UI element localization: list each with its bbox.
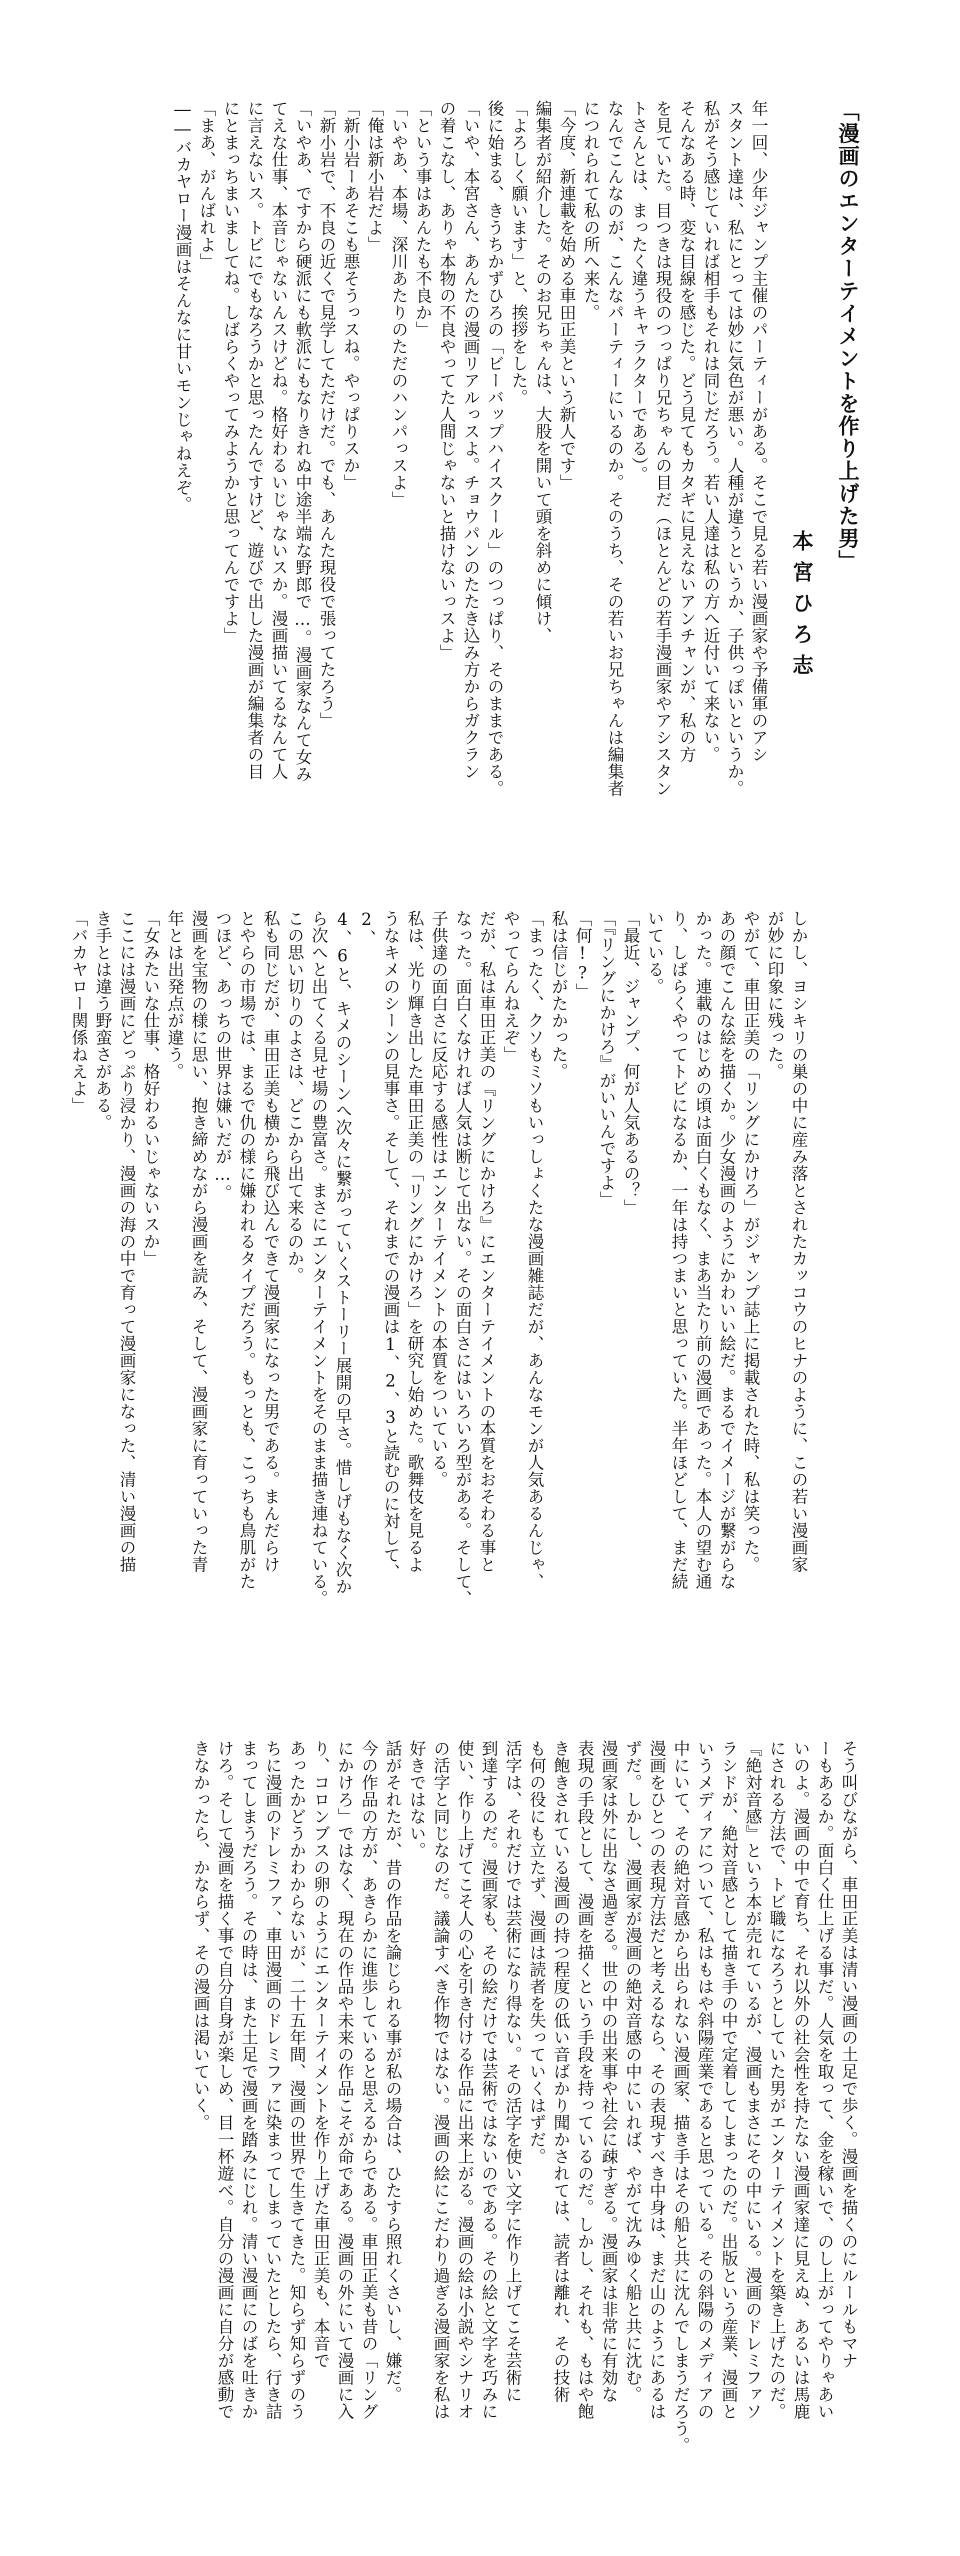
text-column: にされる方法で、トビ職になろうとしていた男がエンターテイメントを築き上げたのだ。 <box>767 1740 786 2420</box>
text-column: 後に始まる、きうちかずひろの「ビーバップハイスクール」のつっぱり、そのままである。 <box>485 100 504 797</box>
text-column: 「今度、新連載を始める車田正美という新人です」 <box>557 100 576 491</box>
text-column: に言えないス。トビにでもなろうかと思ったんですけど、遊びで出した漫画が編集者の目 <box>245 100 264 780</box>
text-column: なった。面白くなければ人気は断じて出ない。その面白さにはいろいろ型がある。そして、 <box>453 910 472 1607</box>
text-column: あの顔でこんな絵を描くか。少女漫画のようにかわいい絵だ。まるでイメージが繋がらな <box>717 910 736 1590</box>
text-column: きなかったら、かならず、その漫画は渇いていく。 <box>191 1740 210 2131</box>
text-column: そう叫びながら、車田正美は清い漫画の土足で歩く。漫画を描くのにルールもマナ <box>839 1740 858 2369</box>
text-column: 「『リングにかけろ』がいいんですよ」 <box>597 910 616 1208</box>
text-column: なんでこんなのが、こんなパーティーにいるのか。そのうち、その若いお兄ちゃんは編集者 <box>605 100 624 797</box>
text-column: けろ。そして漫画を描く事で自分自身が楽しめ、目一杯遊べ。自分の漫画に自分が感動で <box>215 1740 234 2420</box>
text-column: いのよ。漫画の中で育ち、それ以外の社会性を持たない漫画家達に見えぬ、あるいは馬鹿 <box>791 1740 810 2420</box>
text-column: 「まあ、がんばれよ」 <box>197 100 216 270</box>
text-column: も何の役にも立たず、漫画は読者を失っていくはずだ。 <box>527 1740 546 2165</box>
text-column: の着こなし、ありゃ本物の不良やってた人間じゃないと描けないっスよ」 <box>437 100 456 661</box>
text-column: 編集者が紹介した。そのお兄ちゃんは、大股を開いて頭を斜めに傾け、 <box>533 100 552 644</box>
article-title: 「漫画のエンターテイメントを作り上げた男」 <box>836 100 861 573</box>
text-column: 「新小岩ーあそこも悪そうっスね。やっぱりスか」 <box>341 100 360 491</box>
text-column: 「いやあ、ですから硬派にも軟派にもなりきれぬ中途半端な野郎で…。漫画家なんて女み <box>293 100 312 783</box>
text-column: かった。連載のはじめの頃は面白くもなく、まあ当たり前の漫画であった。本人の望む通 <box>693 910 712 1590</box>
text-column: しかし、ヨシキリの巣の中に産み落とされたカッコウのヒナのように、この若い漫画家 <box>789 910 808 1573</box>
text-column: 「いや、本宮さん、あんたの漫画リアルっスよ。チョウパンのたたき込み方からガクラン <box>461 100 480 780</box>
text-column: 「女みたいな仕事、格好わるいじゃないスか」 <box>141 910 160 1267</box>
text-column: にとまっちまいましてね。しばらくやってみようかと思ってんですよ」 <box>221 100 240 644</box>
text-column: 「新小岩で、不良の近くで見学してただけだ。でも、あんた現役で張ってたろう」 <box>317 100 336 729</box>
text-column: いうメディアについて、私はもはや斜陽産業であると思っている。その斜陽のメディアの <box>695 1740 714 2420</box>
text-column: 『絶対音感』という本が売れているが、漫画もまさにその中にいる。漫画のドレミファソ <box>743 1740 762 2420</box>
text-column: 漫画をひとつの表現方法だと考えるなら、その表現すべき中身は、まだ山のようにあるは <box>647 1740 666 2420</box>
text-column: ――バカヤロー漫画はそんなに甘いモンじゃねえぞ。 <box>173 100 192 513</box>
text-column: そんなある時、変な目線を感じた。どう見てもカタギに見えないアンチャンが、私の方 <box>677 100 696 763</box>
text-column: り、コロンブスの卵のようにエンターテイメントを作り上げた車田正美も、本音で <box>311 1740 330 2369</box>
text-column: を見ていた。目つきは現役のつっぱり兄ちゃんの目だ（ほとんどの若手漫画家やアシスタン <box>653 100 672 797</box>
text-column: 年とは出発点が違う。 <box>165 910 184 1080</box>
text-column: だが、私は車田正美の『リングにかけろ』にエンターテイメントの本質をおそわる事と <box>477 910 496 1573</box>
page-3 <box>0 1740 960 2520</box>
text-column: スタント達は、私にとっては妙に気色が悪い。人種が違うというか、子供っぽいというか。 <box>725 100 744 797</box>
text-column: ラシドが、絶対音感として描き手の中で定着してしまったのだ。出版という産業、漫画と <box>719 1740 738 2420</box>
text-column: 中にいて、その絶対音感から出られない漫画家、描き手はその船と共に沈んでしまうだろう。 <box>671 1740 690 2454</box>
text-column: うなキメのシーンの見事さ。そして、それまでの漫画は1、2、3と読むのに対して、2、 <box>357 910 400 1581</box>
text-column: とやらの市場では、まるで仇の様に嫌われるタイプだろう。もっとも、こっちも鳥肌がた <box>237 910 256 1590</box>
text-column: 「という事はあんたも不良か」 <box>413 100 432 338</box>
text-column: あったかどうかわからないが、二十五年間、漫画の世界で生きてきた。知らず知らずのう <box>287 1740 306 2420</box>
text-column: 私も同じだが、車田正美も横から飛び込んできて漫画家になった男である。まんだらけ <box>261 910 280 1573</box>
text-column: 漫画家は外に出なさ過ぎる。世の中の出来事や社会に疎すぎる。漫画家は非常に有効な <box>599 1740 618 2403</box>
text-column: まってしまうだろう。その時は、また土足で漫画を踏みにじれ。清い漫画にのばを吐きか <box>239 1740 258 2420</box>
text-column: 「最近、ジャンプ、何が人気あるの？」 <box>621 910 640 1216</box>
text-column: ここには漫画にどっぷり浸かり、漫画の海の中で育って漫画家になった、清い漫画の描 <box>117 910 136 1573</box>
text-column: やってらんねえぞ」 <box>501 910 520 1063</box>
text-column: き飽きされている漫画の持つ程度の低い音ばかり聞かされては、読者は離れ、その技術 <box>551 1740 570 2403</box>
page-2 <box>0 910 960 1610</box>
text-column: この思い切りのよさは、どこから出て来るのか。 <box>285 910 304 1284</box>
text-column: ちに漫画のドレミファ、車田漫画のドレミファに染まってしまっていたとしたら、行き詰 <box>263 1740 282 2420</box>
text-column: 私は信じがたかった。 <box>549 910 568 1080</box>
text-column: 「いやあ、本場、深川あたりのただのハンパっスよ」 <box>389 100 408 508</box>
text-column: 「何!?」 <box>573 910 592 1000</box>
text-column: 好きではない。 <box>407 1740 426 1859</box>
text-column: の活字と同じなのだ。議論すべき作物ではない。漫画の絵にこだわり過ぎる漫画家を私は <box>431 1740 450 2420</box>
text-column: つほど、あっちの世界は嫌いだが…。 <box>213 910 232 1202</box>
text-column: 活字は、それだけでは芸術になり得ない。その活字を使い文字に作り上げてこそ芸術に <box>503 1740 522 2403</box>
text-column: てえな仕事、本音じゃないんスけどね。格好わるいじゃないスか。漫画描いてるなんて人 <box>269 100 288 780</box>
text-column: 表現の手段として、漫画を描くという手段を持っているのだ。しかし、それも、もはや飽 <box>575 1740 594 2420</box>
text-column: り、しばらくやってトビになるか、一年は持つまいと思っていた。半年ほどして、まだ続 <box>669 910 688 1590</box>
text-column: ーもあるか。面白く仕上げる事だ。人気を取って、金を稼いで、のし上がってやりゃあい <box>815 1740 834 2420</box>
text-column: ら次へと出てくる見せ場の豊富さ。まさにエンターテイメントをそのまま描き連ねている。 <box>309 910 328 1607</box>
text-column: 漫画を宝物の様に思い、抱き締めながら漫画を読み、そして、漫画家に育っていった青 <box>189 910 208 1573</box>
text-column: ずだ。しかし、漫画家が漫画の絶対音感の中にいれば、やがて沈みゆく船と共に沈む。 <box>623 1740 642 2403</box>
text-column: 私は、光り輝き出した車田正美の「リングにかけろ」を研究し始めた。歌舞伎を見るよ <box>405 910 424 1573</box>
text-column: 子供達の面白さに反応する感性はエンターテイメントの本質をついている。 <box>429 910 448 1488</box>
text-column: 今の作品の方が、あきらかに進歩していると思えるからである。車田正美も昔の「リング <box>359 1740 378 2420</box>
text-column: 使い、作り上げてこそ人の心を引き付ける作品に出来上がる。漫画の絵は小説やシナリオ <box>455 1740 474 2420</box>
text-column: 4、6と、キメのシーンへ次々に繋がっていくストーリー展開の早さ。惜しげもなく次か <box>333 910 352 1595</box>
text-column: やがて、車田正美の「リングにかけろ」がジャンプ誌上に掲載された時、私は笑った。 <box>741 910 760 1573</box>
text-column: につれられて私の所へ来た。 <box>581 100 600 321</box>
text-column: き手とは違う野蛮さがある。 <box>93 910 112 1131</box>
text-column: 「よろしく願います」と、挨拶をした。 <box>509 100 528 406</box>
text-column: 私がそう感じていれば相手もそれは同じだろう。若い人達は私の方へ近付いて来ない。 <box>701 100 720 763</box>
text-column: が妙に印象に残った。 <box>765 910 784 1080</box>
text-column: いている。 <box>645 910 664 995</box>
text-column: 「バカヤロー関係ねえよ」 <box>69 910 88 1114</box>
text-column: 到達するのだ。漫画家も、その絵だけでは芸術ではないのである。その絵と文字を巧みに <box>479 1740 498 2420</box>
text-column: 「俺は新小岩だよ」 <box>365 100 384 253</box>
text-column: 「まったく、クソもミソもいっしょくたな漫画雑誌だが、あんなモンが人気あるんじゃ、 <box>525 910 544 1590</box>
text-column: トさんとは、まったく違うキャラクターである）。 <box>629 100 648 483</box>
text-column: 話がそれたが、昔の作品を論じられる事が私の場合は、ひたすら照れくさいし、嫌だ。 <box>383 1740 402 2403</box>
text-column: にかけろ」ではなく、現在の作品や未来の作品こそが命である。漫画の外にいて漫画に入 <box>335 1740 354 2420</box>
text-column: 年一回、少年ジャンプ主催のパーティーがある。そこで見る若い漫画家や予備軍のアシ <box>749 100 768 763</box>
author-name: 本宮ひろ志 <box>790 530 815 685</box>
